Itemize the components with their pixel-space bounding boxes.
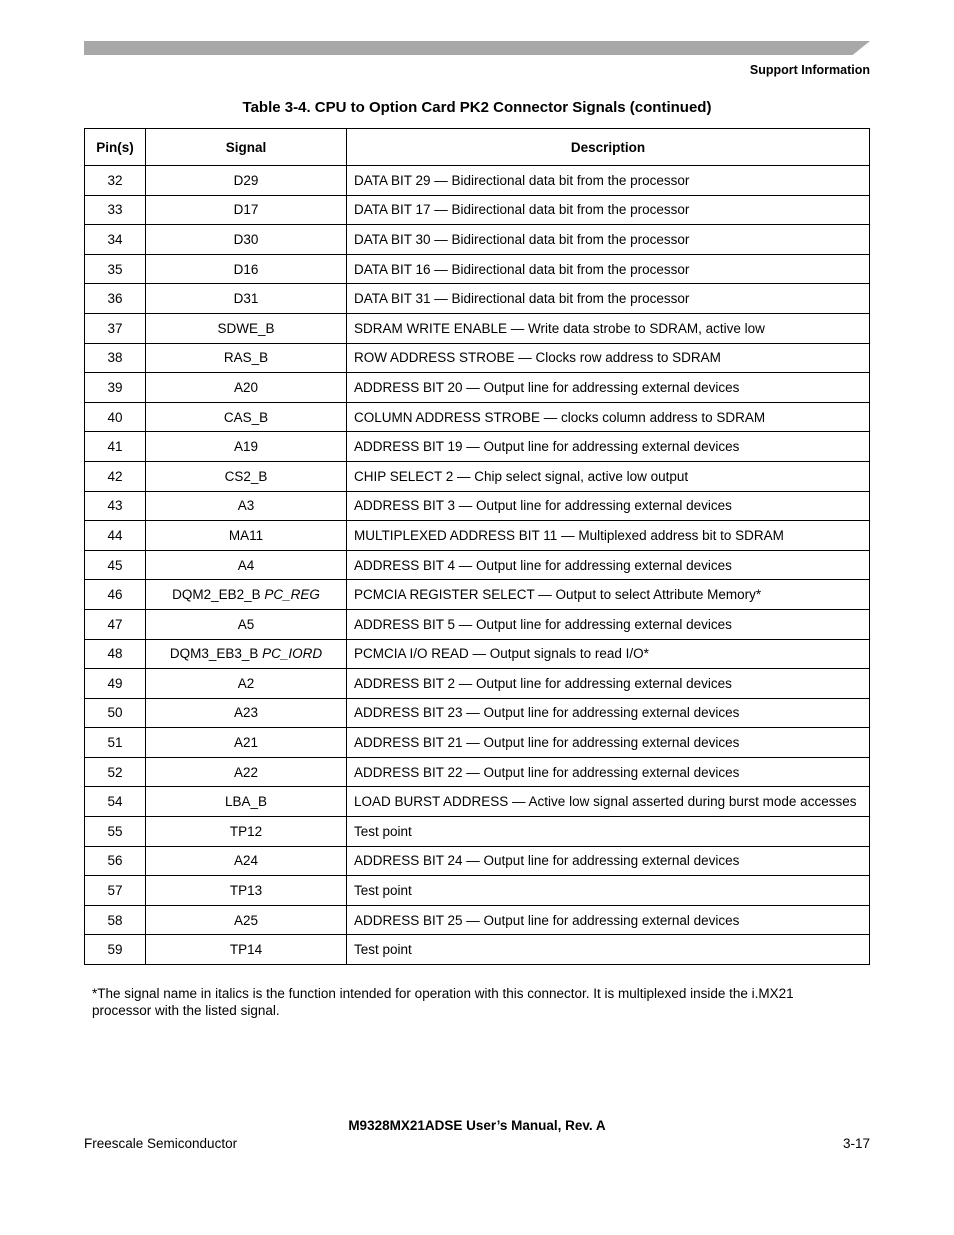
cell-description: ADDRESS BIT 25 — Output line for addressing external devices	[347, 905, 870, 935]
signal-name: D17	[233, 202, 259, 218]
cell-signal	[146, 343, 347, 373]
footer-manual-title: M9328MX21ADSE User’s Manual, Rev. A	[348, 1118, 606, 1133]
cell-signal	[146, 639, 347, 669]
table-row	[85, 609, 870, 639]
cell-description: ADDRESS BIT 21 — Output line for addressing external devices	[347, 728, 870, 758]
cell-signal	[146, 461, 347, 491]
cell-description: ADDRESS BIT 3 — Output line for addressing external devices	[347, 491, 870, 521]
table-row	[85, 491, 870, 521]
cell-signal	[146, 609, 347, 639]
table-row	[85, 876, 870, 906]
cell-signal	[146, 432, 347, 462]
cell-pin: 35	[85, 254, 146, 284]
signal-name: A3	[237, 498, 255, 514]
cell-description: DATA BIT 30 — Bidirectional data bit from the processor	[347, 225, 870, 255]
cell-signal	[146, 313, 347, 343]
header-rule-bar	[84, 41, 870, 55]
cell-pin: 45	[85, 550, 146, 580]
cell-description: DATA BIT 17 — Bidirectional data bit from the processor	[347, 195, 870, 225]
cell-pin: 49	[85, 669, 146, 699]
cell-pin: 42	[85, 461, 146, 491]
cell-pin: 46	[85, 580, 146, 610]
table-row	[85, 787, 870, 817]
cell-description: DATA BIT 16 — Bidirectional data bit from the processor	[347, 254, 870, 284]
table-body	[85, 166, 870, 965]
table-header-row	[85, 129, 870, 166]
cell-pin: 47	[85, 609, 146, 639]
cell-description: ADDRESS BIT 23 — Output line for addressing external devices	[347, 698, 870, 728]
cell-signal	[146, 166, 347, 196]
cell-pin: 51	[85, 728, 146, 758]
signal-name: D16	[233, 261, 259, 277]
signal-alt-function: PC_REG	[264, 587, 320, 603]
cell-pin: 43	[85, 491, 146, 521]
cell-pin: 38	[85, 343, 146, 373]
column-header-signal: Signal	[146, 129, 347, 166]
cell-pin: 33	[85, 195, 146, 225]
cell-signal	[146, 284, 347, 314]
cell-description: Test point	[347, 935, 870, 965]
cell-description: CHIP SELECT 2 — Chip select signal, active low output	[347, 461, 870, 491]
table-row	[85, 817, 870, 847]
signal-name: CS2_B	[224, 468, 268, 484]
footer-company: Freescale Semiconductor	[84, 1136, 238, 1151]
table-row	[85, 846, 870, 876]
cell-signal	[146, 491, 347, 521]
cell-signal	[146, 817, 347, 847]
cell-description: MULTIPLEXED ADDRESS BIT 11 — Multiplexed address bit to SDRAM	[347, 521, 870, 551]
table-row	[85, 698, 870, 728]
signal-name: A4	[237, 557, 255, 573]
cell-description: ADDRESS BIT 24 — Output line for addressing external devices	[347, 846, 870, 876]
column-header-description: Description	[347, 129, 870, 166]
cell-description: ADDRESS BIT 4 — Output line for addressing external devices	[347, 550, 870, 580]
table-row	[85, 343, 870, 373]
signal-name: A19	[233, 439, 259, 455]
cell-pin: 58	[85, 905, 146, 935]
cell-pin: 57	[85, 876, 146, 906]
table-row	[85, 757, 870, 787]
cell-description: PCMCIA I/O READ — Output signals to read I/O*	[347, 639, 870, 669]
signal-name: D29	[233, 172, 259, 188]
signal-name: D30	[233, 231, 259, 247]
cell-signal	[146, 669, 347, 699]
cell-signal	[146, 728, 347, 758]
table-row	[85, 284, 870, 314]
signal-name: A5	[237, 616, 255, 632]
cell-signal	[146, 935, 347, 965]
cell-signal	[146, 876, 347, 906]
table-row	[85, 669, 870, 699]
cell-description: ADDRESS BIT 2 — Output line for addressing external devices	[347, 669, 870, 699]
cell-pin: 36	[85, 284, 146, 314]
cell-pin: 50	[85, 698, 146, 728]
cell-pin: 34	[85, 225, 146, 255]
cell-description: ADDRESS BIT 5 — Output line for addressing external devices	[347, 609, 870, 639]
table-row	[85, 432, 870, 462]
table-row	[85, 254, 870, 284]
table-row	[85, 521, 870, 551]
cell-description: DATA BIT 29 — Bidirectional data bit from the processor	[347, 166, 870, 196]
table-row	[85, 550, 870, 580]
cell-description: COLUMN ADDRESS STROBE — clocks column address to SDRAM	[347, 402, 870, 432]
cell-pin: 56	[85, 846, 146, 876]
cell-pin: 48	[85, 639, 146, 669]
table-row	[85, 313, 870, 343]
cell-pin: 40	[85, 402, 146, 432]
column-header-pins: Pin(s)	[85, 129, 146, 166]
cell-description: LOAD BURST ADDRESS — Active low signal asserted during burst mode accesses	[347, 787, 870, 817]
cell-pin: 59	[85, 935, 146, 965]
cell-signal	[146, 905, 347, 935]
signal-name: TP14	[229, 942, 263, 958]
signal-name: SDWE_B	[217, 320, 275, 336]
table-row	[85, 461, 870, 491]
table-row	[85, 639, 870, 669]
cell-pin: 55	[85, 817, 146, 847]
cell-description: Test point	[347, 876, 870, 906]
cell-pin: 39	[85, 373, 146, 403]
table-row	[85, 195, 870, 225]
table-title: Table 3-4. CPU to Option Card PK2 Connector Signals (continued)	[242, 99, 712, 116]
signal-name: DQM3_EB3_B	[169, 646, 259, 662]
cell-description: PCMCIA REGISTER SELECT — Output to select Attribute Memory*	[347, 580, 870, 610]
table-footnote: *The signal name in italics is the function intended for operation with this connector. It is multiplexed inside the i.MX21 processor with the listed signal.	[92, 986, 794, 1018]
cell-description: SDRAM WRITE ENABLE — Write data strobe to SDRAM, active low	[347, 313, 870, 343]
cell-signal	[146, 846, 347, 876]
table-row	[85, 728, 870, 758]
table-row	[85, 166, 870, 196]
cell-description: ADDRESS BIT 22 — Output line for addressing external devices	[347, 757, 870, 787]
table-row	[85, 373, 870, 403]
cell-pin: 44	[85, 521, 146, 551]
cell-signal	[146, 757, 347, 787]
table-row	[85, 905, 870, 935]
cell-pin: 52	[85, 757, 146, 787]
cell-signal	[146, 225, 347, 255]
signal-name: TP13	[229, 883, 263, 899]
table-row	[85, 402, 870, 432]
cell-description: Test point	[347, 817, 870, 847]
signal-name: RAS_B	[223, 350, 269, 366]
cell-signal	[146, 787, 347, 817]
cell-signal	[146, 254, 347, 284]
cell-description: ADDRESS BIT 19 — Output line for addressing external devices	[347, 432, 870, 462]
cell-signal	[146, 580, 347, 610]
signal-name: A2	[237, 675, 255, 691]
signal-name: A21	[233, 735, 259, 751]
table-row	[85, 580, 870, 610]
cell-signal	[146, 195, 347, 225]
signal-name: A23	[233, 705, 259, 721]
table-row	[85, 935, 870, 965]
cell-description: DATA BIT 31 — Bidirectional data bit from the processor	[347, 284, 870, 314]
signal-name: MA11	[228, 527, 264, 543]
signal-name: TP12	[229, 823, 263, 839]
cell-signal	[146, 402, 347, 432]
signal-name: LBA_B	[224, 794, 268, 810]
cell-pin: 32	[85, 166, 146, 196]
cell-pin: 54	[85, 787, 146, 817]
cell-signal	[146, 373, 347, 403]
cell-signal	[146, 550, 347, 580]
cell-signal	[146, 698, 347, 728]
signal-name: DQM2_EB2_B	[172, 587, 261, 603]
signal-name: A24	[233, 853, 259, 869]
cell-signal	[146, 521, 347, 551]
section-header: Support Information	[749, 63, 870, 77]
signal-name: D31	[233, 291, 259, 307]
cell-description: ROW ADDRESS STROBE — Clocks row address to SDRAM	[347, 343, 870, 373]
footer-page-number: 3-17	[842, 1136, 870, 1151]
signal-alt-function: PC_IORD	[262, 646, 323, 662]
signal-name: A20	[233, 379, 259, 395]
cell-description: ADDRESS BIT 20 — Output line for addressing external devices	[347, 373, 870, 403]
cell-pin: 41	[85, 432, 146, 462]
signals-table	[84, 128, 870, 965]
table-row	[85, 225, 870, 255]
signal-name: A25	[233, 912, 259, 928]
cell-pin: 37	[85, 313, 146, 343]
signal-name: CAS_B	[223, 409, 269, 425]
signal-name: A22	[233, 764, 259, 780]
